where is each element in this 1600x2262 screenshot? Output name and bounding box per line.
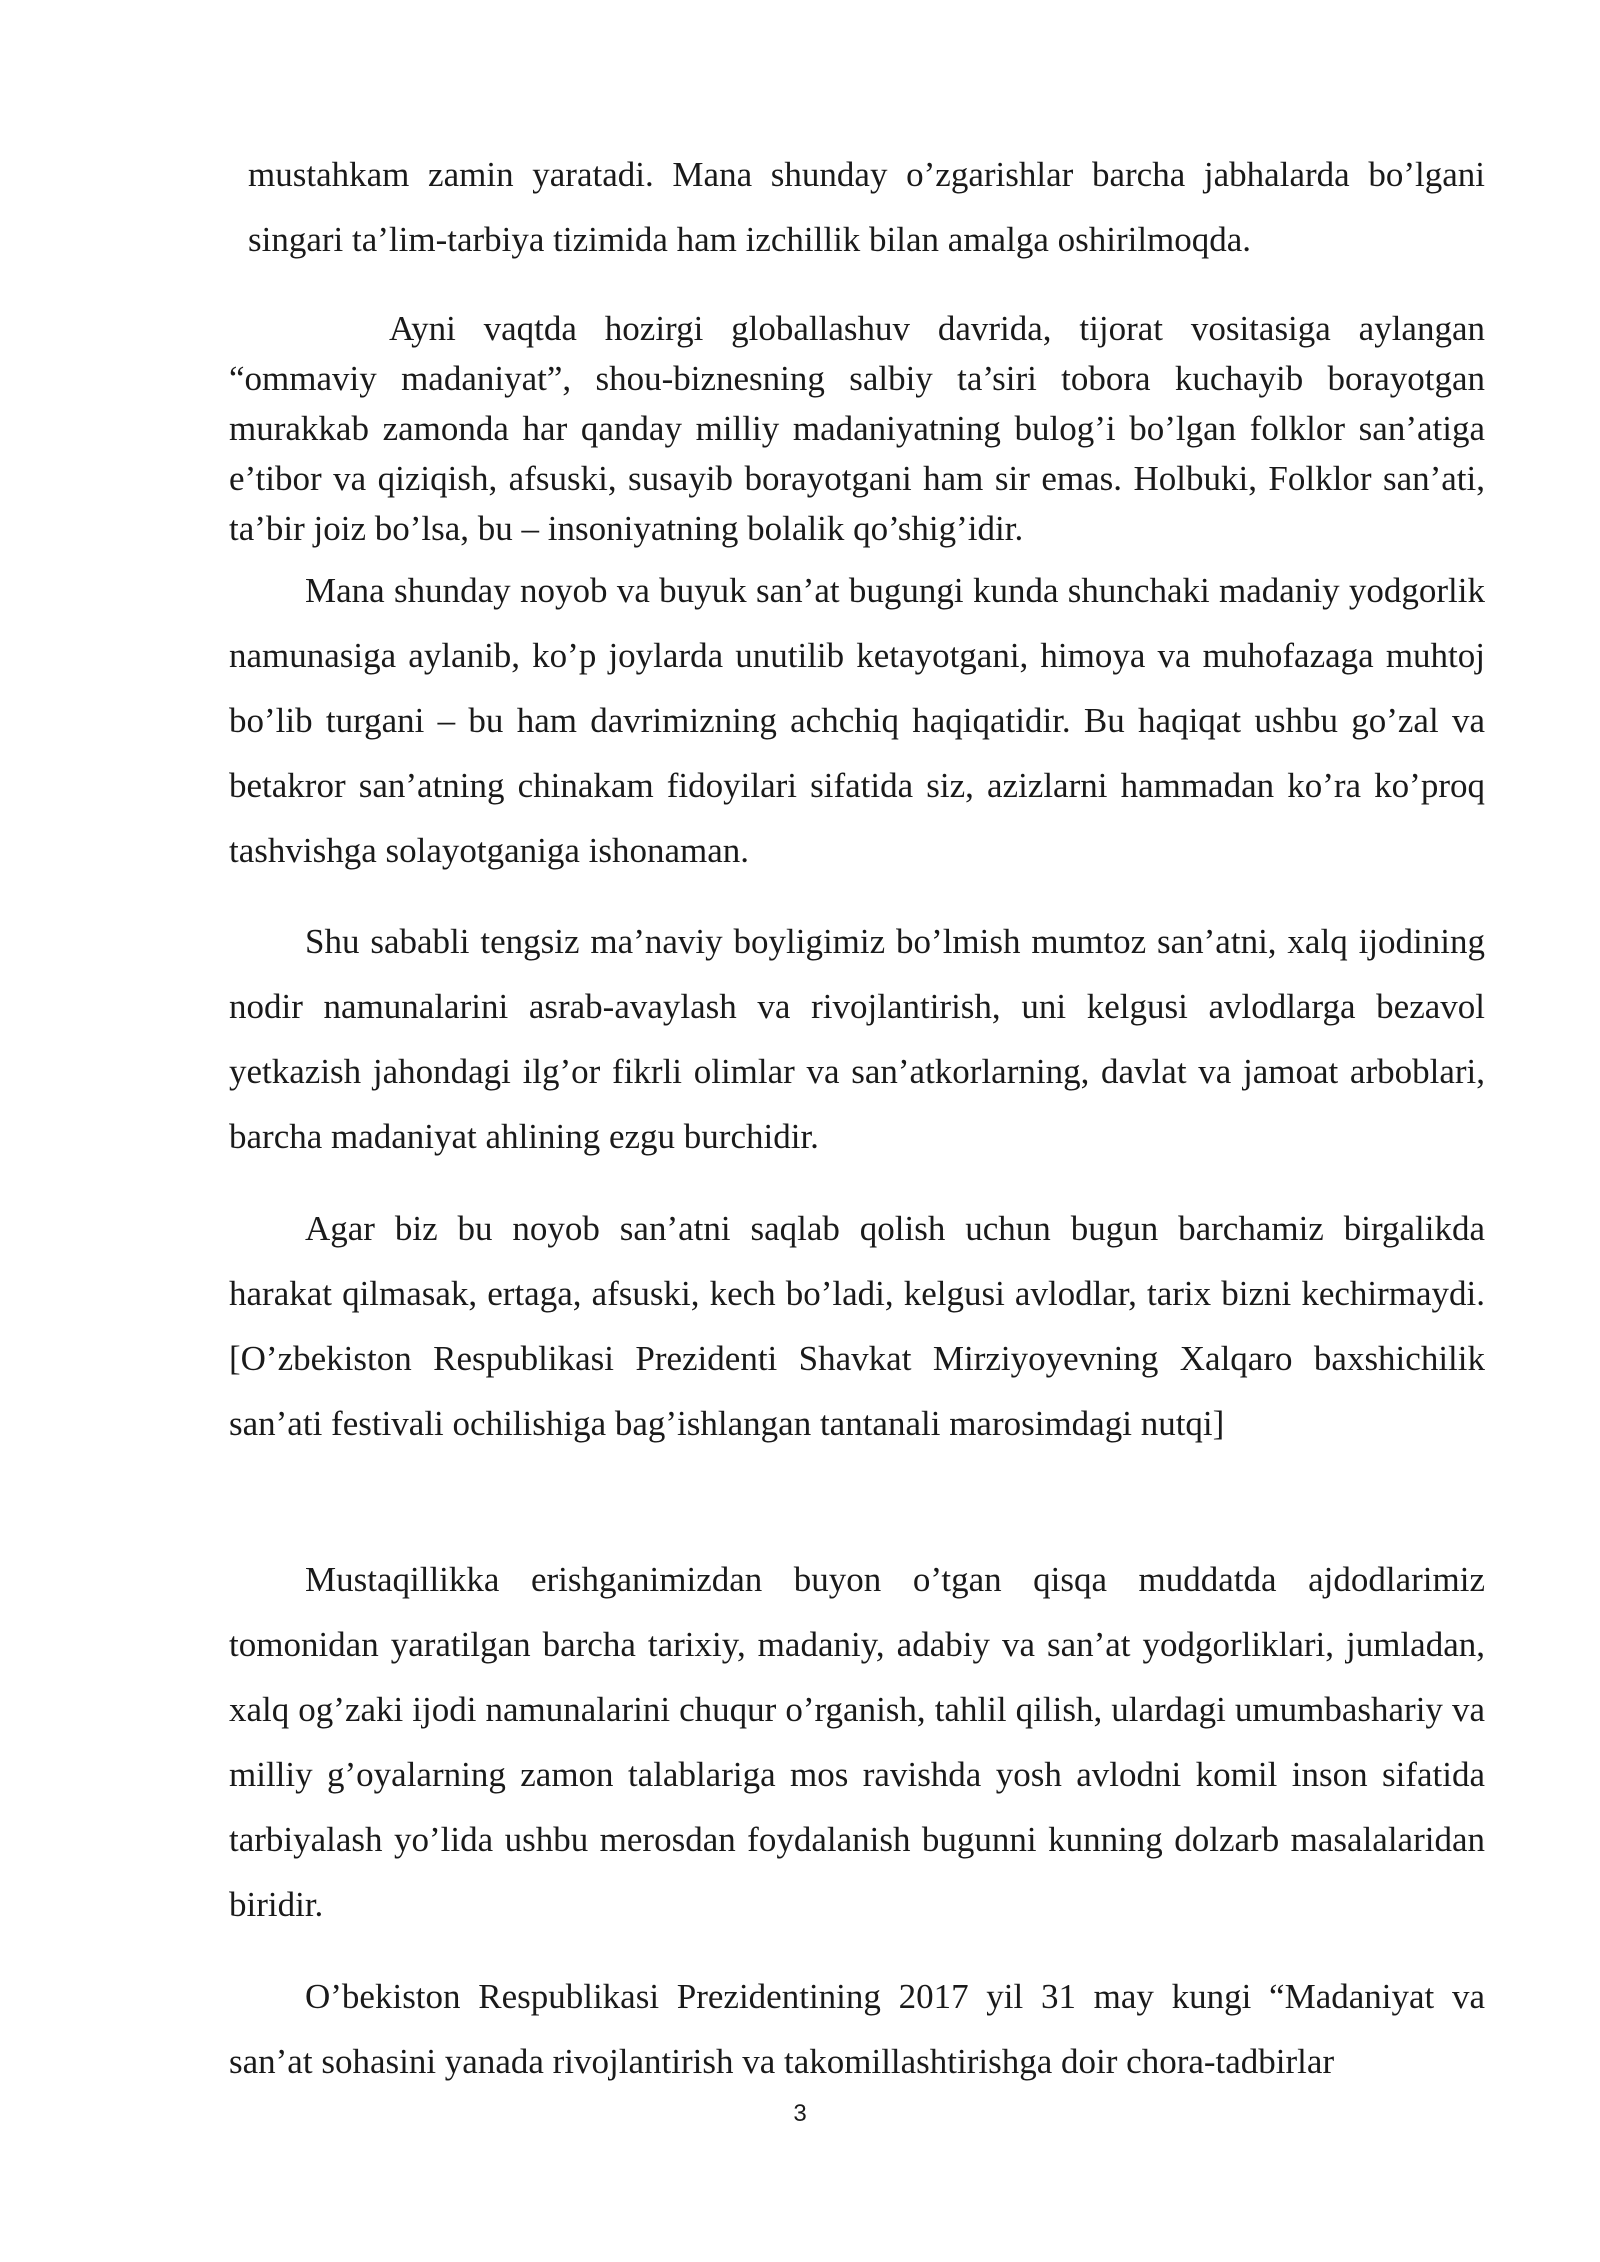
paragraph-unique-art: Mana shunday noyob va buyuk san’at bugungi kunda shunchaki madaniy yodgorlik namunasiga aylanib, ko’p joylarda unutilib ketayotgani, himoya va muhofazaga muhtoj bo’lib turgani – bu ham davrimizning achchiq haqiqatidir. Bu haqiqat ushbu go’zal va betakror san’atning chinakam fidoyilari sifatida siz, azizlarni hammadan ko’ra ko’proq tashvishga solayotganiga ishonaman. [229, 571, 1485, 870]
paragraph-globalization: Ayni vaqtda hozirgi globallashuv davrida, tijorat vositasiga aylangan “ommaviy madaniyat”, shou-biznesning salbiy ta’siri tobora kuchayib borayotgan murakkab zamonda har qanday milliy madaniyatning bulog’i bo’lgan folklor san’atiga e’tibor va qiziqish, afsuski, susayib borayotgani ham sir emas. Holbuki, Folklor san’ati, ta’bir joiz bo’lsa, bu – insoniyatning bolalik qo’shig’idir. [229, 309, 1485, 548]
paragraph-continuation: mustahkam zamin yaratadi. Mana shunday o’zgarishlar barcha jabhalarda bo’lgani singari ta’lim-tarbiya tizimida ham izchillik bilan amalga oshirilmoqda. [248, 155, 1485, 259]
page-number: 3 [793, 2100, 807, 2127]
paragraph-independence: Mustaqillikka erishganimizdan buyon o’tgan qisqa muddatda ajdodlarimiz tomonidan yaratilgan barcha tarixiy, madaniy, adabiy va san’at yodgorliklari, jumladan, xalq og’zaki ijodi namunalarini chuqur o’rganish, tahlil qilish, ulardagi umumbashariy va milliy g’oyalarning zamon talablariga mos ravishda yosh avlodni komil inson sifatida tarbiyalash yo’lida ushbu merosdan foydalanish bugunni kunning dolzarb masalalaridan biridir. [229, 1560, 1485, 1924]
paragraph-classical-art: Shu sababli tengsiz ma’naviy boyligimiz bo’lmish mumtoz san’atni, xalq ijodining nodir namunalarini asrab-avaylash va rivojlantirish, uni kelgusi avlodlarga bezavol yetkazish jahondagi ilg’or fikrli olimlar va san’atkorlarning, davlat va jamoat arboblari, barcha madaniyat ahlining ezgu burchidir. [229, 922, 1485, 1156]
paragraph-decree: O’bekiston Respublikasi Prezidentining 2017 yil 31 may kungi “Madaniyat va san’at sohasini yanada rivojlantirish va takomillashtirishga doir chora-tadbirlar [229, 1977, 1485, 2081]
paragraph-president-speech: Agar biz bu noyob san’atni saqlab qolish uchun bugun barchamiz birgalikda harakat qilmasak, ertaga, afsuski, kech bo’ladi, kelgusi avlodlar, tarix bizni kechirmaydi. [O’zbekiston Respublikasi Prezidenti Shavkat Mirziyoyevning Xalqaro baxshichilik san’ati festivali ochilishiga bag’ishlangan tantanali marosimdagi nutqi] [229, 1209, 1485, 1443]
